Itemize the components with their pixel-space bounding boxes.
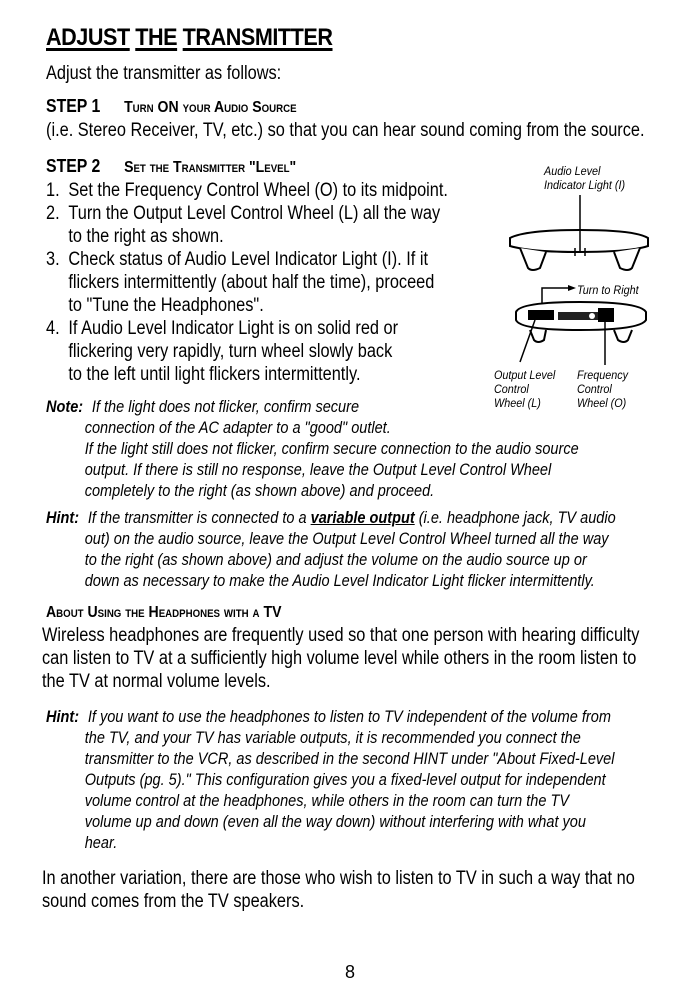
section-paragraph: Wireless headphones are frequently used so that one person with hearing difficulty can listen to TV at a sufficiently high volume level while others in the room listen to the TV at normal volume levels.: [42, 625, 640, 692]
closing-paragraph: In another variation, there are those who wish to listen to TV in such a way that no sound comes from the TV speakers.: [42, 868, 635, 912]
list-item-cont: flickers intermittently (about half the time), proceed: [68, 272, 435, 293]
list-item: 3. Check status of Audio Level Indicator Light (I). If it: [46, 249, 429, 270]
frequency-label: Frequency Control Wheel (O): [577, 368, 629, 410]
transmitter-top-view: [510, 230, 648, 270]
transmitter-diagram: [480, 190, 680, 370]
step2-list: [46, 179, 448, 386]
hint2-block: Hint: If you want to use the headphones to listen to TV independent of the volume from the TV, and your TV has variable outputs, it is recommended you connect the transmitter to the VCR, as described in the second HINT under "About Fixed-Level Outputs (pg. 5)." This configuration gives you a fixed-level output for independent volume control at the headphones, while others in the room can turn the TV volume up and down (even all the way down) without interfering with what you hear.: [46, 708, 615, 852]
title-word-1: ADJUST: [46, 24, 130, 51]
list-item-cont: flickering very rapidly, turn wheel slowly back: [68, 341, 393, 362]
title-word-3: TRANSMITTER: [182, 24, 333, 51]
list-item-cont: to the right as shown.: [68, 226, 224, 247]
indicator-light: [589, 313, 595, 319]
output-level-label: Output Level Control Wheel (L): [494, 368, 556, 410]
note-label: Note:: [46, 398, 84, 416]
hint1-label: Hint:: [46, 509, 80, 527]
step1-number: STEP 1: [46, 96, 101, 116]
list-item-cont: to the left until light flickers intermittently.: [68, 364, 361, 385]
intro-text: Adjust the transmitter as follows:: [46, 63, 282, 84]
page-title: [46, 24, 333, 52]
step1-text: (i.e. Stereo Receiver, TV, etc.) so that you can hear sound coming from the source.: [46, 120, 645, 141]
step1-heading: [46, 96, 297, 117]
page-number: 8: [345, 962, 356, 982]
list-item: 2. Turn the Output Level Control Wheel (L) all the way: [46, 203, 441, 224]
step2-number: STEP 2: [46, 156, 101, 176]
transmitter-front-view: [516, 302, 646, 342]
note-block: Note: If the light does not flicker, confirm secure connection of the AC adapter to a "good" outlet. If the light still does not flicker, confirm secure connection to the audio source output. If there is still no response, leave the Output Level Control Wheel completely to the right (as shown above) and proceed.: [46, 398, 579, 500]
step1-title: Turn ON your Audio Source: [124, 99, 297, 116]
output-level-wheel: [528, 310, 554, 320]
list-item: 4. If Audio Level Indicator Light is on solid red or: [46, 318, 399, 339]
hint1-block: Hint: If the transmitter is connected to a variable output (i.e. headphone jack, TV audio out) on the audio source, leave the Output Level Control Wheel turned all the way to the right (as shown above) and adjust the volume on the audio source up or down as necessary to make the Audio Level Indicator Light flicker intermittently.: [46, 509, 616, 590]
hint2-label: Hint:: [46, 708, 80, 726]
audio-level-label: Audio Level Indicator Light (I): [544, 164, 626, 192]
step2-heading: [46, 156, 296, 177]
section-heading: About Using the Headphones with a TV: [46, 604, 282, 621]
title-word-2: THE: [135, 24, 178, 51]
arrow-right-icon: [568, 285, 576, 291]
list-item-cont: to "Tune the Headphones".: [68, 295, 264, 316]
list-item: 1. Set the Frequency Control Wheel (O) to its midpoint.: [46, 180, 448, 201]
frequency-wheel: [598, 308, 614, 322]
turn-right-label: Turn to Right: [577, 283, 639, 297]
step2-title: Set the Transmitter "Level": [124, 159, 297, 176]
